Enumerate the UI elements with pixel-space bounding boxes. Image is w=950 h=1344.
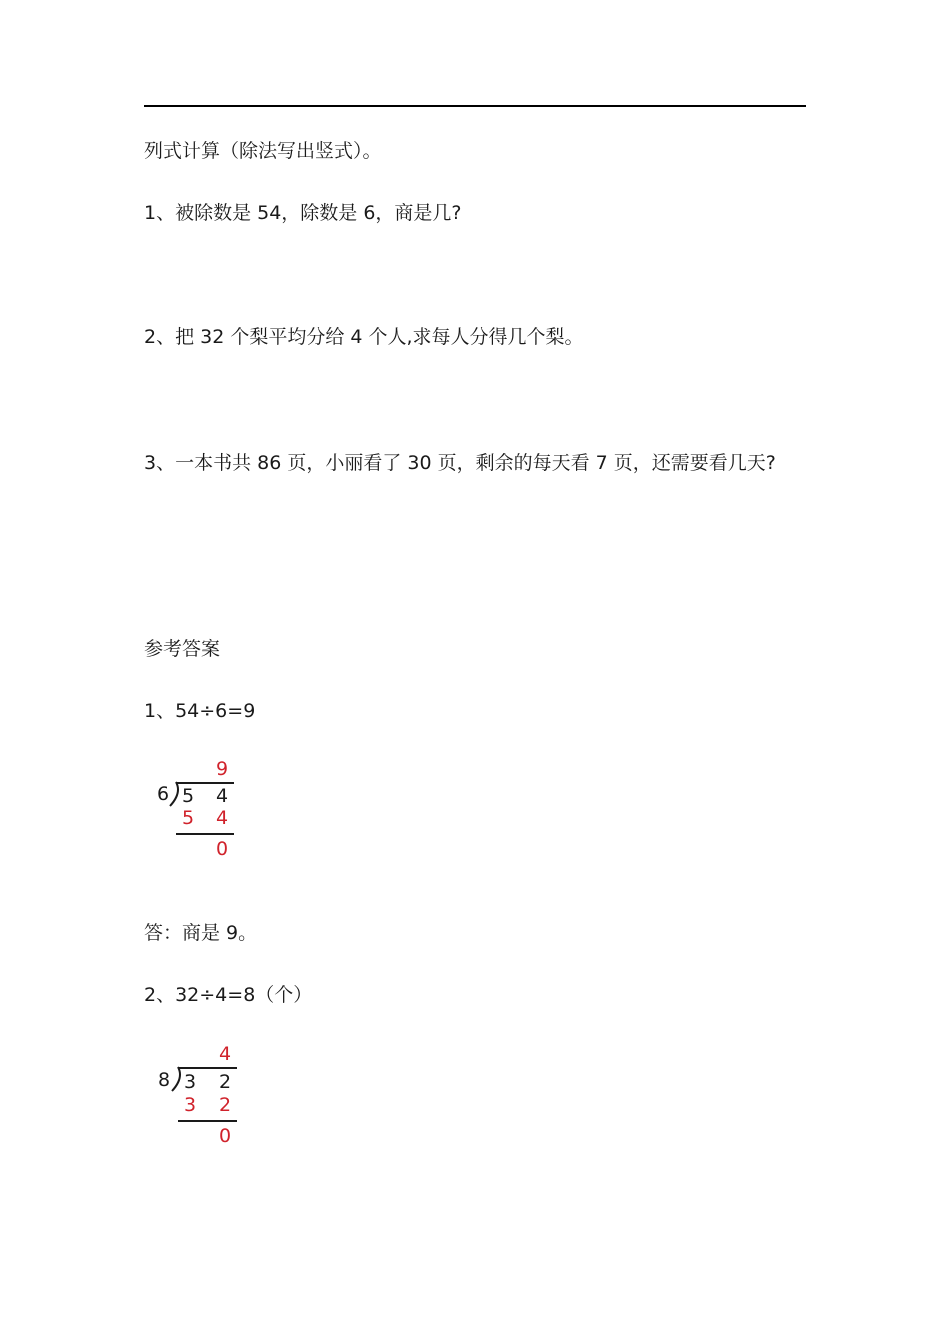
dividend-digit: 3 <box>183 1071 197 1093</box>
question-2: 2、把 32 个梨平均分给 4 个人,求每人分得几个梨。 <box>144 326 584 348</box>
dividend-digit: 2 <box>218 1071 232 1093</box>
remainder: 0 <box>218 1125 232 1147</box>
division-bar <box>176 782 234 784</box>
quotient-digit: 9 <box>215 758 229 780</box>
remainder: 0 <box>215 838 229 860</box>
top-rule <box>144 105 806 107</box>
answer-title: 参考答案 <box>144 638 221 660</box>
dividend-digit: 5 <box>181 785 195 807</box>
subtraction-line <box>176 833 234 835</box>
product-digit: 2 <box>218 1094 232 1116</box>
divisor: 6 <box>156 783 170 805</box>
answer-1-conclusion: 答：商是 9。 <box>144 922 258 944</box>
answer-1-equation: 1、54÷6=9 <box>144 700 256 722</box>
product-digit: 4 <box>215 807 229 829</box>
quotient-digit: 4 <box>218 1043 232 1065</box>
question-3: 3、一本书共 86 页，小丽看了 30 页，剩余的每天看 7 页，还需要看几天? <box>144 452 776 474</box>
section-prompt: 列式计算（除法写出竖式）。 <box>144 140 382 162</box>
product-digit: 5 <box>181 807 195 829</box>
division-bar <box>178 1067 237 1069</box>
question-1: 1、被除数是 54，除数是 6，商是几? <box>144 202 462 224</box>
product-digit: 3 <box>183 1094 197 1116</box>
divisor: 8 <box>157 1069 171 1091</box>
answer-2-equation: 2、32÷4=8（个） <box>144 984 313 1006</box>
dividend-digit: 4 <box>215 785 229 807</box>
subtraction-line <box>178 1120 237 1122</box>
